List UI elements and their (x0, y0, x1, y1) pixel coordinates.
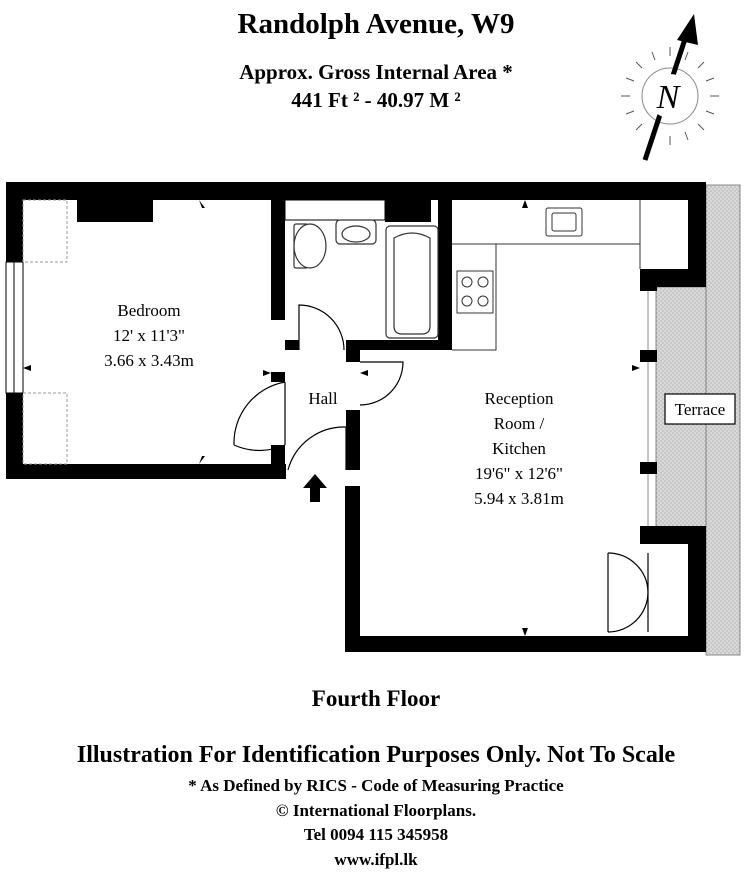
floor-label: Fourth Floor (311, 686, 441, 711)
reception-line2: Room / (493, 414, 545, 433)
compass-letter: N (656, 79, 680, 116)
top-windows (285, 200, 385, 220)
area-values: 441 Ft ² - 40.97 M ² (291, 88, 461, 112)
plan-title: Randolph Avenue, W9 (237, 8, 515, 40)
bedroom-window (6, 262, 23, 393)
reception-imperial: 19'6" x 12'6" (474, 464, 564, 483)
bedroom-imperial: 12' x 11'3" (113, 326, 185, 345)
bathroom-fixtures (294, 220, 438, 338)
reception-metric: 5.94 x 3.81m (474, 489, 564, 508)
copyright: © International Floorplans. (275, 801, 477, 820)
reception-line3: Kitchen (492, 439, 546, 458)
telephone: Tel 0094 115 345958 (303, 825, 449, 844)
rics-note: * As Defined by RICS - Code of Measuring Practice (188, 776, 564, 795)
reception-label (474, 389, 564, 508)
bedroom-metric: 3.66 x 3.43m (104, 351, 194, 370)
hall-name: Hall (308, 389, 338, 408)
dimension-markers (23, 200, 640, 636)
terrace-name: Terrace (674, 400, 726, 419)
area-label: Approx. Gross Internal Area * (239, 60, 513, 84)
entrance-arrow-icon (303, 474, 327, 502)
website-link[interactable]: www.ifpl.lk (334, 850, 418, 869)
bedroom-name: Bedroom (117, 301, 181, 320)
bedroom-wardrobes (23, 200, 67, 464)
reception-line1: Reception (484, 389, 554, 408)
doors (234, 305, 648, 632)
kitchen-units (452, 200, 640, 350)
disclaimer: Illustration For Identification Purposes Only. Not To Scale (76, 742, 676, 768)
bedroom-label (104, 301, 194, 370)
